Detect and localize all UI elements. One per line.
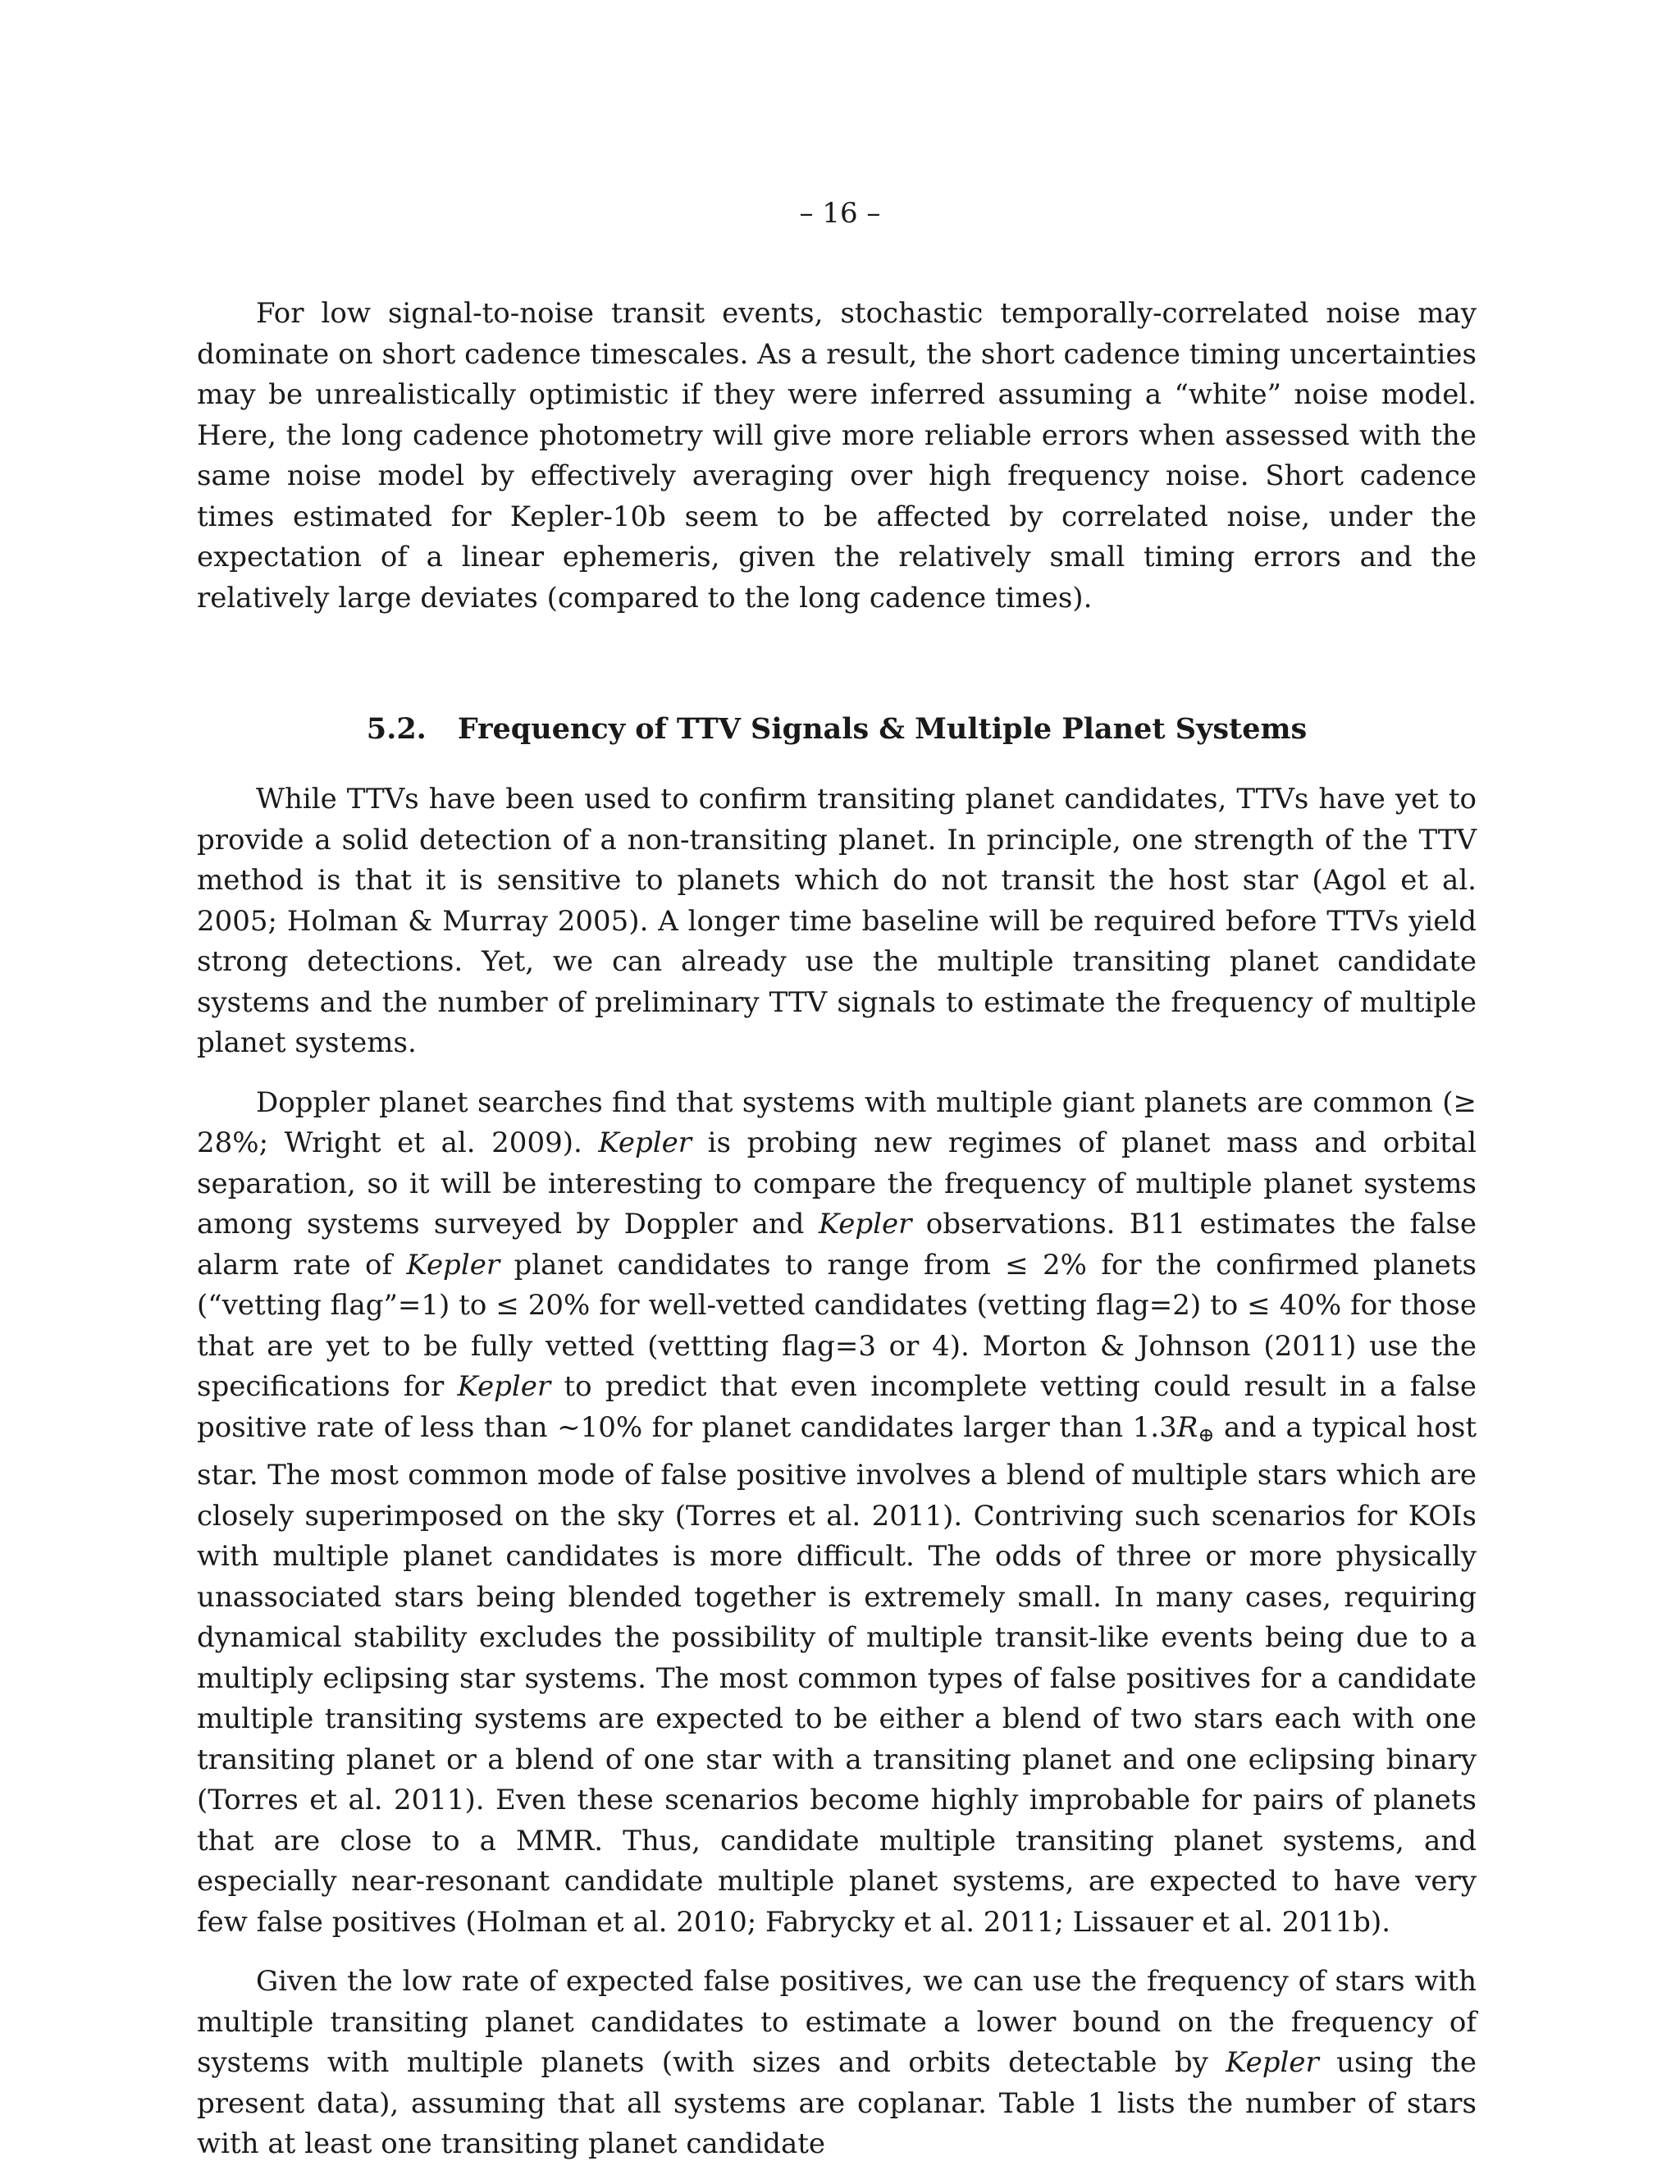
earth-symbol: ⊕ [1198, 1423, 1215, 1446]
kepler-italic: Kepler [818, 1208, 912, 1240]
kepler-italic: Kepler [457, 1370, 551, 1403]
kepler-italic: Kepler [598, 1126, 692, 1159]
paragraph-noise-discussion: For low signal-to-noise transit events, stochastic temporally-correlated noise may dominate on short cadence timescales. As a result, the short cadence timing uncertainties may be unrealistically optimistic if they were inferred assuming a “white” noise model. Here, the long cadence photometry will give more reliable errors when assessed with the same noise model by effectively averaging over high frequency noise. Short cadence times estimated for Kepler-10b seem to be affected by correlated noise, under the expectation of a linear ephemeris, given the relatively small timing errors and the relatively large deviates (compared to the long cadence times). [197, 297, 1477, 615]
section-title: Frequency of TTV Signals & Multiple Planet Systems [457, 712, 1308, 746]
paragraph-ttv-intro: While TTVs have been used to confirm transiting planet candidates, TTVs have yet to provide a solid detection of a non-transiting planet. In principle, one strength of the TTV method is that it is sensitive to planets which do not transit the host star (Agol et al. 2005; Holman & Murray 2005). A longer time baseline will be required before TTVs yield strong detections. Yet, we can already use the multiple transiting planet candidate systems and the number of preliminary TTV signals to estimate the frequency of multiple planet systems. [197, 783, 1477, 1059]
page-number: – 16 – [799, 197, 881, 230]
paragraph-false-positives: Doppler planet searches find that systems with multiple giant planets are common (≥ 28%; Wright et al. 2009). Kepler is probing new regimes of planet mass and orbital separation, so it will be interesting to compare the frequency of multiple planet systems among systems surveyed by Doppler and Kepler observations. B11 estimates the false alarm rate of Kepler planet candidates to range from ≤ 2% for the confirmed planets (“vetting flag”=1) to ≤ 20% for well-vetted candidates (vetting flag=2) to ≤ 40% for those that are yet to be fully vetted (vettting flag=3 or 4). Morton & Johnson (2011) use the specifications for Kepler to predict that even incomplete vetting could result in a false positive rate of less than ~10% for planet candidates larger than $1.3R_\oplus$ and a typical host star. The most common mode of false positive involves a blend of multiple stars which are closely superimposed on the sky (Torres et al. 2011). Contriving such scenarios for KOIs with multiple planet candidates is more difficult. The odds of three or more physically unassociated stars being blended together is extremely small. In many cases, requiring dynamical stability excludes the possibility of multiple transit-like events being due to a multiply eclipsing star systems. The most common types of false positives for a candidate multiple transiting systems are expected to be either a blend of two stars each with one transiting planet or a blend of one star with a transiting planet and one eclipsing binary (Torres et al. 2011). Even these scenarios become highly improbable for pairs of planets that are close to a MMR. Thus, candidate multiple transiting planet systems, and especially near-resonant candidate multiple planet systems, are expected to have very few false positives (Holman et al. 2010; Fabrycky et al. 2011; Lissauer et al. 2011b). [197, 1085, 1477, 1939]
section-heading [197, 713, 1477, 746]
page-body [197, 294, 1477, 2184]
section-number: 5.2. [366, 712, 427, 746]
paragraph-lower-bound: Given the low rate of expected false positives, we can use the frequency of stars with multiple transiting planet candidates to estimate a lower bound on the frequency of systems with multiple planets (with sizes and orbits detectable by Kepler using the present data), assuming that all systems are coplanar. Table 1 lists the number of stars with at least one transiting planet candidate [197, 1965, 1477, 2160]
earth-radius-symbol: R [1176, 1410, 1198, 1444]
kepler-italic: Kepler [406, 1248, 500, 1282]
kepler-italic: Kepler [1226, 2046, 1319, 2079]
